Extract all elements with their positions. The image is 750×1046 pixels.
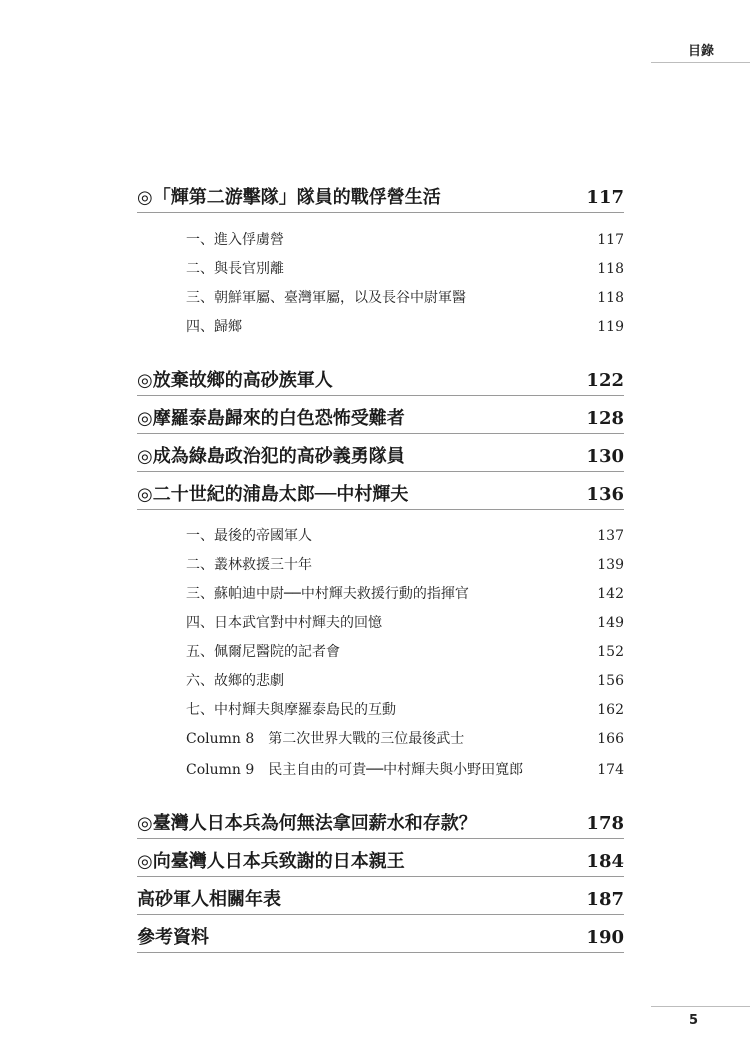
toc-entry-page: 187 — [586, 889, 624, 910]
toc-entry-page: 152 — [597, 644, 624, 660]
toc-entry-title: 三、蘇帕迪中尉──中村輝夫救援行動的指揮官 — [186, 586, 469, 602]
toc-entry-sub[interactable] — [186, 583, 624, 603]
toc-entry-page: 117 — [597, 232, 624, 248]
toc-entry-page: 117 — [586, 187, 624, 208]
toc-entry-main[interactable] — [137, 925, 624, 953]
toc-entry-page: 156 — [597, 673, 624, 689]
toc-entry-page: 174 — [597, 762, 624, 778]
toc-entry-main[interactable] — [137, 887, 624, 915]
toc-entry-sub[interactable] — [186, 759, 624, 779]
toc-entry-page: 162 — [597, 702, 624, 718]
page-number: 5 — [688, 1013, 698, 1028]
toc-entry-sub[interactable] — [186, 554, 624, 574]
toc-entry-page: 178 — [586, 813, 624, 834]
toc-entry-main[interactable] — [137, 185, 624, 213]
toc-entry-title: 一、最後的帝國軍人 — [186, 528, 312, 544]
toc-entry-title: 三、朝鮮軍屬、臺灣軍屬，以及長谷中尉軍醫 — [186, 290, 466, 306]
toc-entry-sub[interactable] — [186, 525, 624, 545]
running-header-title: 目錄 — [687, 44, 714, 59]
toc-entry-main[interactable] — [137, 406, 624, 434]
toc-entry-title: ◎摩羅泰島歸來的白色恐怖受難者 — [137, 408, 405, 429]
toc-entry-sub[interactable] — [186, 229, 624, 249]
toc-entry-title: 六、故鄉的悲劇 — [186, 673, 284, 689]
toc-entry-page: 139 — [597, 557, 624, 573]
toc-entry-sub[interactable] — [186, 612, 624, 632]
toc-entry-page: 122 — [586, 370, 624, 391]
toc-entry-title: 五、佩爾尼醫院的記者會 — [186, 644, 340, 660]
toc-entry-page: 130 — [586, 446, 624, 467]
toc-entry-title: 一、進入俘虜營 — [186, 232, 284, 248]
toc-entry-page: 137 — [597, 528, 624, 544]
toc-entry-title: ◎二十世紀的浦島太郎──中村輝夫 — [137, 484, 409, 505]
toc-entry-sub[interactable] — [186, 670, 624, 690]
toc-entry-title: ◎向臺灣人日本兵致謝的日本親王 — [137, 851, 405, 872]
toc-entry-page: 128 — [586, 408, 624, 429]
toc-entry-page: 119 — [597, 319, 624, 335]
toc-entry-title: 四、歸鄉 — [186, 319, 242, 335]
toc-entry-page: 166 — [597, 731, 624, 747]
toc-entry-main[interactable] — [137, 811, 624, 839]
toc-entry-sub[interactable] — [186, 699, 624, 719]
toc-entry-sub[interactable] — [186, 258, 624, 278]
toc-entry-main[interactable] — [137, 849, 624, 877]
toc-entry-title: 七、中村輝夫與摩羅泰島民的互動 — [186, 702, 396, 718]
toc-entry-title: ◎成為綠島政治犯的高砂義勇隊員 — [137, 446, 405, 467]
toc-entry-title: 高砂軍人相關年表 — [137, 889, 281, 910]
toc-entry-title: Column 9 民主自由的可貴──中村輝夫與小野田寬郎 — [186, 762, 524, 778]
toc-entry-title: 二、與長官別離 — [186, 261, 284, 277]
toc-entry-main[interactable] — [137, 482, 624, 510]
toc-entry-main[interactable] — [137, 444, 624, 472]
page-footer — [651, 1006, 750, 1033]
toc-entry-title: 參考資料 — [137, 927, 209, 948]
toc-entry-main[interactable] — [137, 368, 624, 396]
toc-entry-page: 184 — [586, 851, 624, 872]
toc-entry-page: 142 — [597, 586, 624, 602]
toc-entry-title: 四、日本武官對中村輝夫的回憶 — [186, 615, 382, 631]
toc-entry-page: 118 — [597, 290, 624, 306]
toc-entry-page: 136 — [586, 484, 624, 505]
toc-entry-title: ◎放棄故鄉的高砂族軍人 — [137, 370, 333, 391]
toc-entry-page: 190 — [586, 927, 624, 948]
toc-entry-sub[interactable] — [186, 287, 624, 307]
toc-entry-page: 149 — [597, 615, 624, 631]
toc-entry-title: ◎臺灣人日本兵為何無法拿回薪水和存款？ — [137, 813, 477, 834]
toc-entry-sub[interactable] — [186, 641, 624, 661]
running-header — [651, 44, 750, 63]
toc-entry-sub[interactable] — [186, 728, 624, 748]
toc-entry-title: Column 8 第二次世界大戰的三位最後武士 — [186, 731, 465, 747]
toc-entry-sub[interactable] — [186, 316, 624, 336]
toc-entry-page: 118 — [597, 261, 624, 277]
toc-entry-title: ◎「輝第二游擊隊」隊員的戰俘營生活 — [137, 187, 441, 208]
toc-entry-title: 二、叢林救援三十年 — [186, 557, 312, 573]
